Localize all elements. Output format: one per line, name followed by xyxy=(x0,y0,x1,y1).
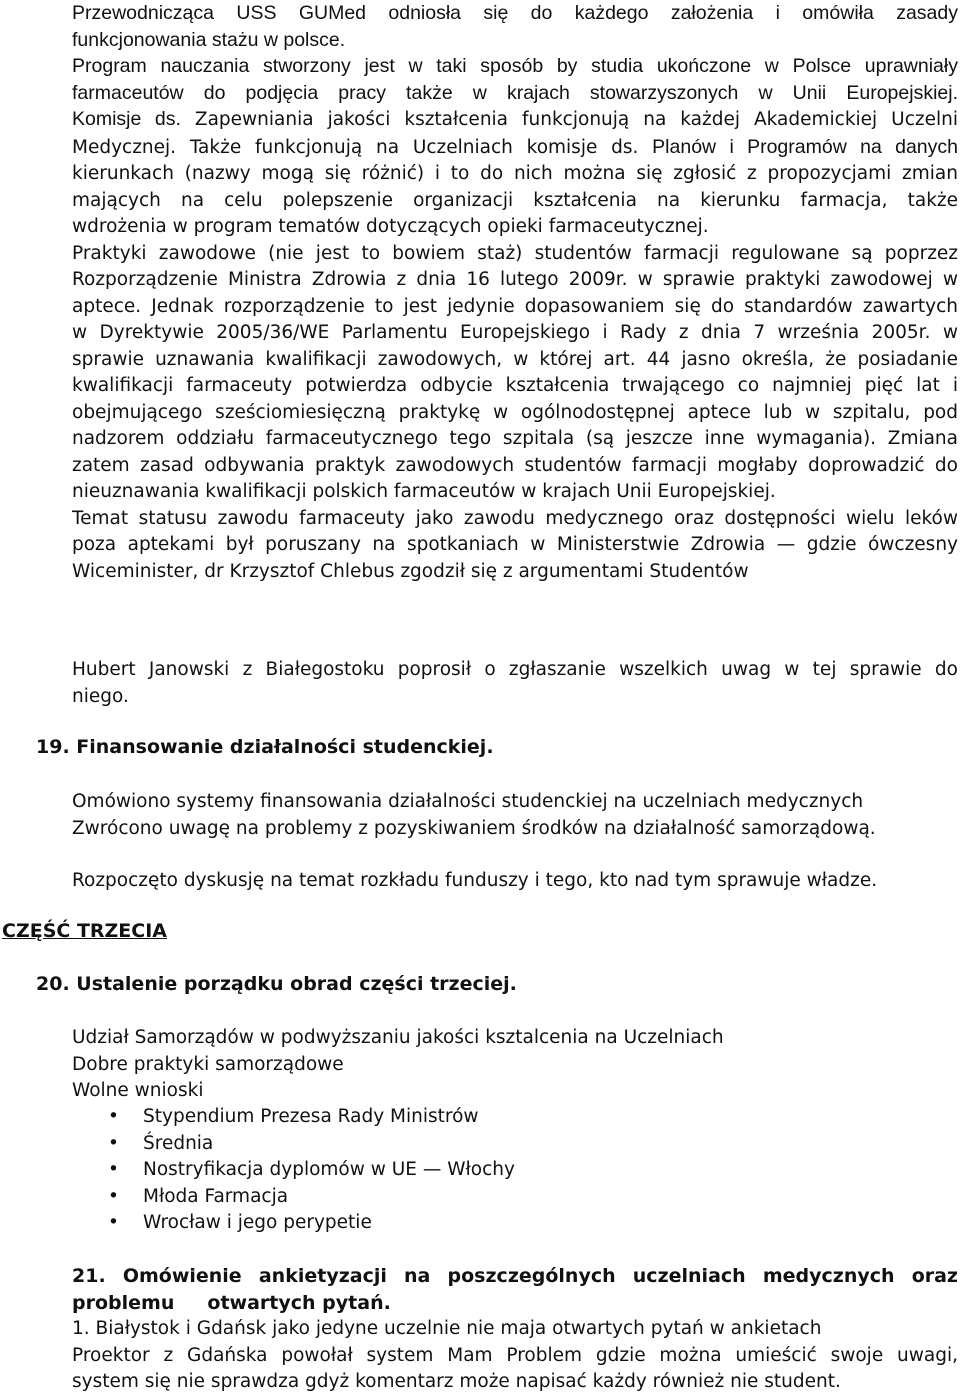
text-segment: 44 jasno określa, że posiadanie xyxy=(646,348,958,370)
text-segment: Jednak rozporządzenie to jest jedynie dopasowaniem się do standardów zawartych xyxy=(151,295,958,317)
text-line: Program nauczania stworzony jest w taki sposób by studia ukończone w Polsce uprawniały xyxy=(72,55,958,77)
text-line: kierunkach (nazwy mogą się różnić) i to do nich można się zgłosić z propozycjami zmian xyxy=(72,163,958,184)
text-line: Praktyki zawodowe (nie jest to bowiem staż) studentów farmacji regulowane są poprzez xyxy=(72,242,958,264)
heading-line: 21. Omówienie ankietyzacji na poszczególnych uczelniach medycznych oraz xyxy=(72,1265,958,1287)
text-line: wdrożenia w program tematów dotyczących opieki farmaceutycznej. xyxy=(72,216,709,237)
agenda-item: Udział Samorządów w podwyższaniu jakości ksztalcenia na Uczelniach xyxy=(72,1027,724,1048)
text-line: farmaceutów do podjęcia pracy także w krajach stowarzyszonych w Unii Europejskiej. xyxy=(72,81,958,104)
agenda-item: Dobre praktyki samorządowe xyxy=(72,1053,344,1075)
bullet-list xyxy=(72,1104,515,1237)
text-segment: Planów i Programów na danych xyxy=(652,135,958,158)
text-line: Temat statusu zawodu farmaceuty jako zawodu medycznego oraz dostępności wielu leków xyxy=(72,507,958,529)
section-heading-19: 19. Finansowanie działalności studenckiej. xyxy=(36,736,494,758)
text-line: Zwrócono uwagę na problemy z pozyskiwaniem środków na działalność samorządową. xyxy=(72,817,876,839)
bullet-item: • Wrocław i jego perypetie xyxy=(72,1210,515,1237)
text-segment: sprawie uznawania kwalifikacji zawodowych, w której art. xyxy=(72,348,636,370)
text-line: nieuznawania kwalifikacji polskich farmaceutów w krajach Unii Europejskiej. xyxy=(72,481,776,502)
text-segment: Komisje ds. xyxy=(72,108,181,130)
bullet-item: • Młoda Farmacja xyxy=(72,1184,515,1211)
part-title: CZĘŚĆ TRZECIA xyxy=(2,920,168,942)
paragraph-program xyxy=(72,53,958,585)
text-line xyxy=(72,347,958,374)
text-line: Rozporządzenie Ministra Zdrowia z dnia 16 lutego 2009r. w sprawie praktyki zawodowej w xyxy=(72,269,958,290)
text-line: funkcjonowania stażu w polsce. xyxy=(72,28,346,51)
text-line: kwalifikacji farmaceuty potwierdza odbycie kształcenia trwającego co najmniej pięć lat i xyxy=(72,375,958,396)
bullet-item: • Średnia xyxy=(72,1131,515,1158)
paragraph-intro xyxy=(72,0,958,53)
text-line: Przewodnicząca USS GUMed odniosła się do każdego założenia i omówiła zasady xyxy=(72,2,958,24)
text-line xyxy=(72,294,958,321)
paragraph-discussion xyxy=(72,868,958,895)
paragraph-surveys xyxy=(72,1316,958,1396)
heading-line: problemu otwartych pytań. xyxy=(72,1291,391,1314)
section-heading-21 xyxy=(72,1263,958,1316)
text-line: Hubert Janowski z Białegostoku poprosił o zgłaszanie wszelkich uwag w tej sprawie do xyxy=(72,659,958,680)
text-line: w Dyrektywie 2005/36/WE Parlamentu Europejskiego i Rady z dnia 7 września 2005r. w xyxy=(72,322,958,343)
section-heading-20: 20. Ustalenie porządku obrad części trzeciej. xyxy=(36,973,517,995)
text-line: niego. xyxy=(72,685,129,707)
text-segment: nadzorem oddziału farmaceutycznego tego szpitala (są jeszcze inne wymagania). xyxy=(72,428,877,449)
text-line: 1. Białystok i Gdańsk jako jedyne uczelnie nie maja otwartych pytań w ankietach xyxy=(72,1318,822,1339)
text-line: poza aptekami był poruszany na spotkaniach w Ministerstwie Zdrowia — gdzie ówczesny xyxy=(72,534,958,555)
paragraph-janowski xyxy=(72,657,958,710)
text-line: Omówiono systemy finansowania działalności studenckiej na uczelniach medycznych xyxy=(72,791,864,812)
text-line: obejmującego sześciomiesięczną praktykę w ogólnodostępnej aptece lub w szpitalu, pod xyxy=(72,401,958,423)
bullet-item: • Stypendium Prezesa Rady Ministrów xyxy=(72,1104,515,1131)
text-line: Rozpoczęto dyskusję na temat rozkładu funduszy i tego, kto nad tym sprawuje władze. xyxy=(72,870,878,891)
bullet-item: • Nostryfikacja dyplomów w UE — Włochy xyxy=(72,1157,515,1184)
text-line: Wiceminister, dr Krzysztof Chlebus zgodził się z argumentami Studentów xyxy=(72,560,749,582)
agenda-list xyxy=(72,1025,958,1105)
text-segment: Zmiana xyxy=(887,428,958,449)
text-segment: Zapewniania jakości kształcenia funkcjonują na każdej Akademickiej Uczelni xyxy=(194,109,958,130)
text-line xyxy=(72,106,958,134)
text-line: mających na celu polepszenie organizacji kształcenia na kierunku farmacja, także xyxy=(72,189,958,211)
text-line: Proektor z Gdańska powołał system Mam Problem gdzie można umieścić swoje uwagi, xyxy=(72,1344,958,1366)
text-segment: Medycznej. Także funkcjonują na Uczelniach komisje ds. xyxy=(72,136,639,158)
text-line: system się nie sprawdza gdyż komentarz może napisać każdy również nie student. xyxy=(72,1371,841,1392)
agenda-item: Wolne wnioski xyxy=(72,1080,204,1101)
text-line: zatem zasad odbywania praktyk zawodowych studentów farmacji mogłaby doprowadzić do xyxy=(72,454,958,476)
text-line xyxy=(72,134,958,162)
text-line xyxy=(72,426,958,453)
text-segment: aptece. xyxy=(72,295,142,317)
paragraph-finance xyxy=(72,789,958,842)
